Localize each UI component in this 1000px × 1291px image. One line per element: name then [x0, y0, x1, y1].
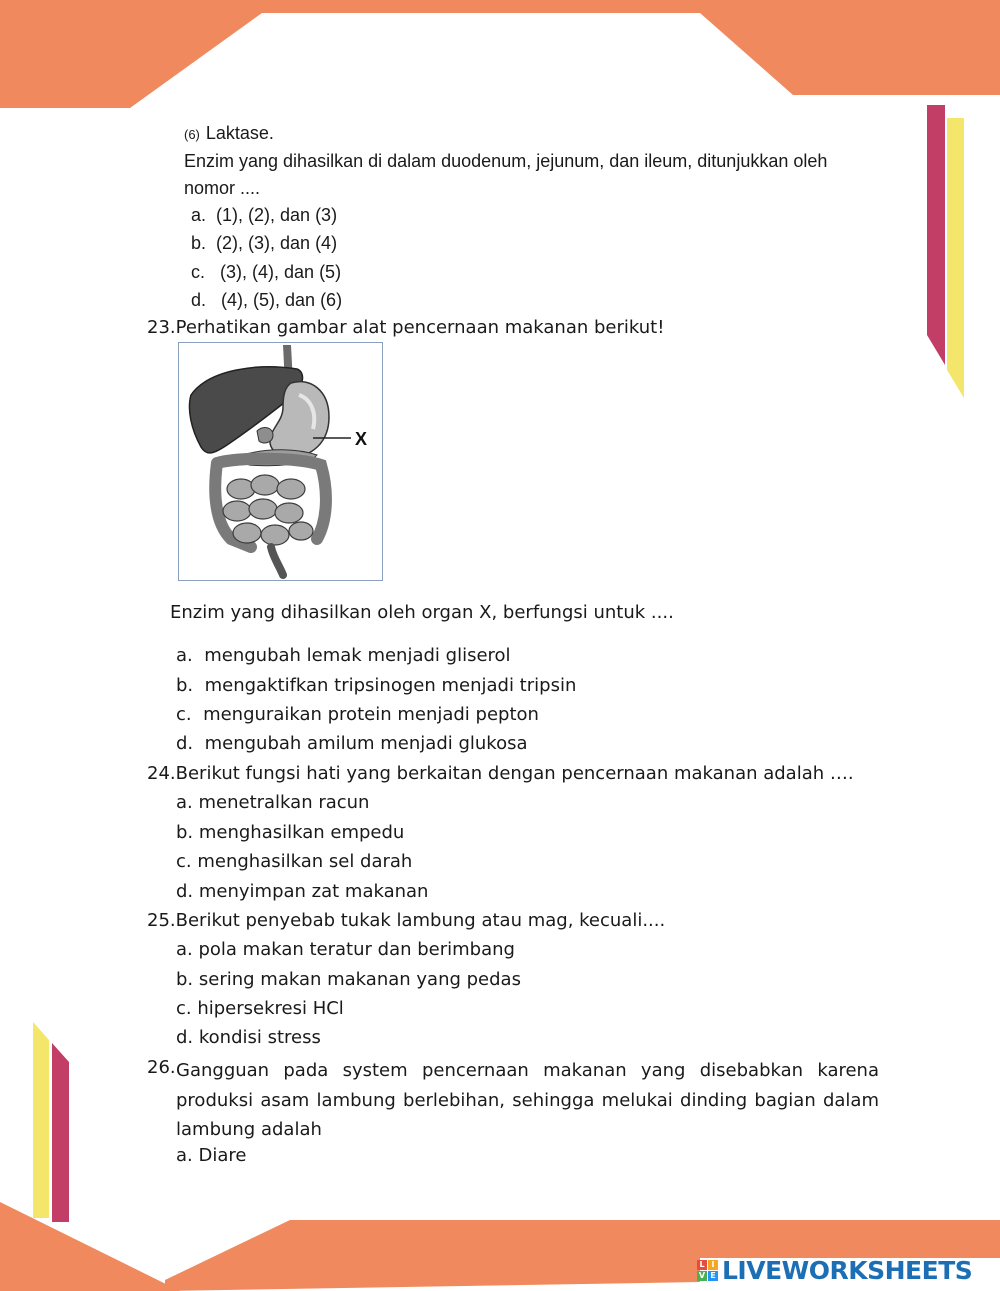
q24-option-a[interactable]: a. menetralkan racun — [176, 792, 370, 813]
logo-square-i: I — [708, 1260, 718, 1270]
small-intestine-coils — [223, 475, 313, 545]
option-letter: b. — [176, 675, 194, 696]
question-23: 23.Perhatikan gambar alat pencernaan makanan berikut! — [147, 317, 665, 338]
option-letter: c. — [191, 262, 206, 282]
organ-x-label: X — [355, 429, 368, 449]
right-magenta-stripe — [927, 105, 945, 365]
q25-option-b[interactable]: b. sering makan makanan yang pedas — [176, 969, 521, 990]
q24-option-c[interactable]: c. menghasilkan sel darah — [176, 851, 413, 872]
option-text: (4), (5), dan (6) — [221, 290, 343, 310]
q23-option-c[interactable] — [176, 703, 539, 727]
left-yellow-stripe — [33, 1022, 49, 1218]
prev-item-number: (6) — [184, 127, 200, 142]
option-letter: a. — [176, 645, 193, 666]
logo-square-l: L — [697, 1260, 707, 1270]
liveworksheets-logo[interactable] — [697, 1256, 972, 1285]
gallbladder-shape — [257, 428, 273, 443]
option-letter: d. — [191, 290, 207, 310]
rectum-shape — [271, 547, 283, 575]
option-text: (3), (4), dan (5) — [220, 262, 342, 282]
prev-item-text: Laktase. — [205, 123, 274, 143]
prev-question-line1: Enzim yang dihasilkan di dalam duodenum, jejunum, dan ileum, ditunjukkan oleh — [184, 151, 828, 171]
top-left-orange-corner — [0, 0, 262, 108]
option-letter: a. — [191, 205, 207, 225]
option-text: (2), (3), dan (4) — [216, 233, 338, 253]
option-letter: d. — [176, 733, 194, 754]
bottom-left-orange-corner — [0, 1202, 180, 1291]
logo-square-e: E — [708, 1271, 718, 1281]
prev-option-b[interactable] — [191, 231, 337, 255]
q23-option-d[interactable] — [176, 732, 528, 756]
question-26-number: 26. — [147, 1057, 176, 1078]
option-text: mengubah amilum menjadi glukosa — [204, 733, 528, 754]
question-25: 25.Berikut penyebab tukak lambung atau mag, kecuali.... — [147, 910, 666, 931]
option-text: mengaktifkan tripsinogen menjadi tripsin — [204, 675, 577, 696]
prev-option-d[interactable] — [191, 288, 342, 312]
option-text: (1), (2), dan (3) — [216, 205, 338, 225]
top-center-orange-band — [262, 0, 1000, 13]
top-right-orange-corner — [700, 13, 1000, 95]
q25-option-a[interactable]: a. pola makan teratur dan berimbang — [176, 939, 515, 960]
prev-option-a[interactable] — [191, 203, 337, 227]
q25-option-c[interactable]: c. hipersekresi HCl — [176, 998, 344, 1019]
option-letter: b. — [191, 233, 207, 253]
logo-text: LIVEWORKSHEETS — [722, 1256, 973, 1285]
prev-option-c[interactable] — [191, 260, 341, 284]
prev-question-line2: nomor .... — [184, 178, 261, 198]
q24-option-d[interactable]: d. menyimpan zat makanan — [176, 881, 429, 902]
logo-square-v: V — [698, 1271, 706, 1280]
q23-option-b[interactable] — [176, 674, 576, 698]
digestive-organs-illustration — [179, 343, 382, 580]
q24-option-b[interactable]: b. menghasilkan empedu — [176, 822, 405, 843]
q25-option-d[interactable]: d. kondisi stress — [176, 1027, 321, 1048]
right-yellow-stripe — [947, 118, 964, 398]
option-letter: c. — [176, 704, 192, 725]
option-text: mengubah lemak menjadi gliserol — [204, 645, 511, 666]
digestive-system-diagram — [178, 342, 383, 581]
logo-squares — [697, 1260, 718, 1281]
prev-item-6 — [184, 121, 274, 147]
left-magenta-stripe — [52, 1043, 69, 1222]
option-text: menguraikan protein menjadi pepton — [203, 704, 539, 725]
question-23-subquestion: Enzim yang dihasilkan oleh organ X, berfungsi untuk .... — [170, 602, 674, 623]
q23-option-a[interactable] — [176, 644, 511, 668]
question-24: 24.Berikut fungsi hati yang berkaitan dengan pencernaan makanan adalah …. — [147, 763, 854, 784]
q26-option-a[interactable]: a. Diare — [176, 1145, 247, 1166]
question-26: Gangguan pada system pencernaan makanan yang disebabkan karena produksi asam lambung berlebihan, sehingga melukai dinding bagian dalam lambung adalah — [176, 1060, 879, 1140]
